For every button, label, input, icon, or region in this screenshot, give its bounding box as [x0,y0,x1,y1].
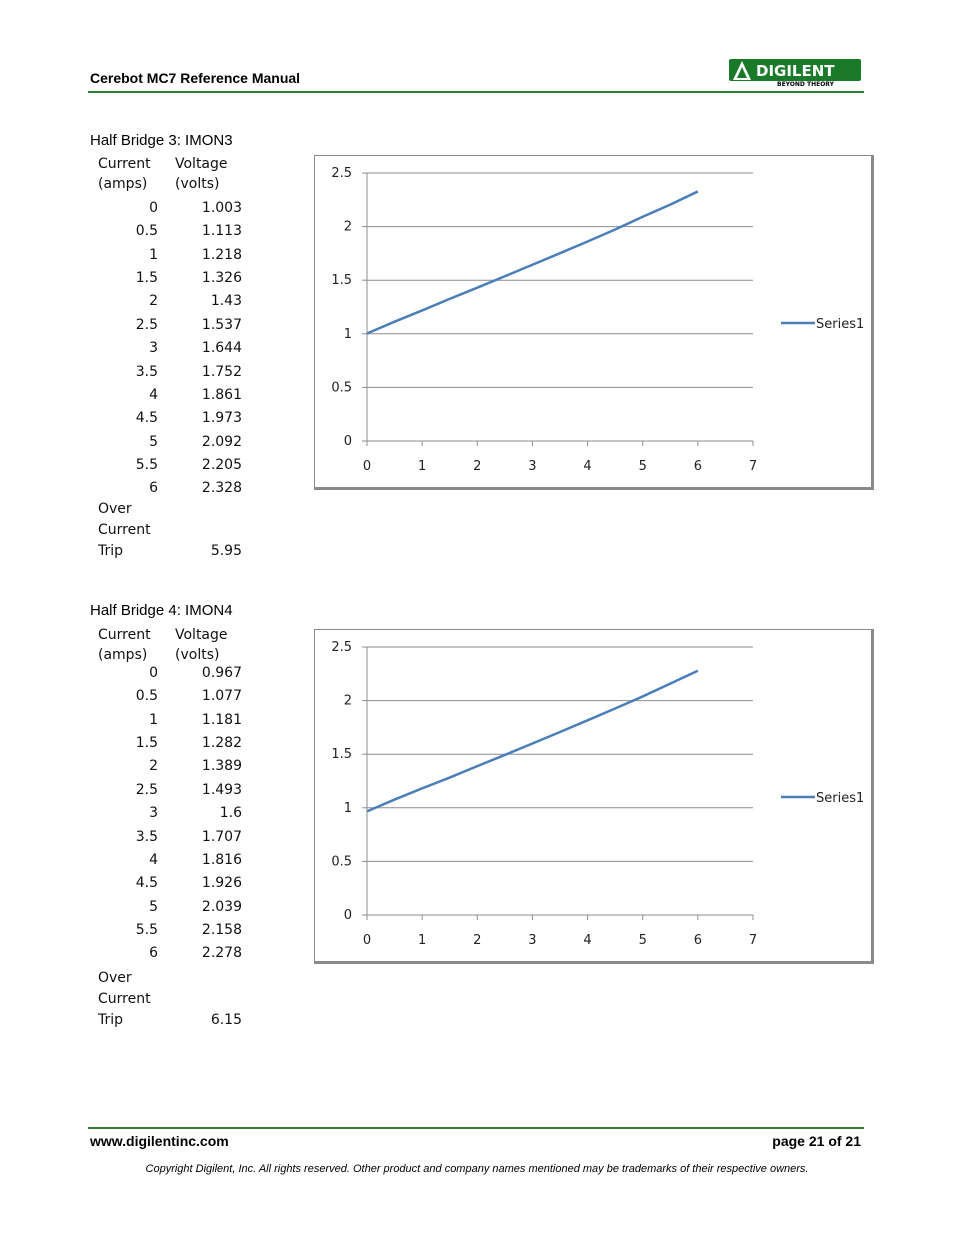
trip-label: Trip [98,1012,124,1028]
y-tick-label: 2 [343,693,352,709]
current-cell: 0.5 [135,223,158,239]
current-cell: 5 [149,899,158,915]
current-cell: 4.5 [135,410,158,426]
column-header-voltage: Voltage [175,627,228,643]
current-cell: 6 [149,480,158,496]
y-tick-label: 0 [343,908,352,923]
x-tick-label: 4 [583,933,592,948]
column-header-current: (amps) [98,647,148,663]
series-line [367,671,698,812]
y-tick-label: 0.5 [331,380,352,396]
voltage-cell: 2.039 [201,899,242,915]
digilent-logo [729,59,861,87]
voltage-cell: 1.113 [201,223,242,239]
current-cell: 2.5 [135,317,158,333]
voltage-cell: 1.926 [201,875,242,891]
current-cell: 0 [149,665,158,681]
voltage-cell: 1.282 [201,735,242,751]
voltage-cell: 1.43 [210,293,242,309]
x-tick-label: 2 [473,459,482,474]
footer-url[interactable]: www.digilentinc.com [90,1133,229,1149]
voltage-cell: 2.328 [201,480,242,496]
column-header-voltage: Voltage [175,156,228,172]
x-tick-label: 4 [583,459,592,474]
current-cell: 4 [149,387,158,403]
x-tick-label: 1 [418,933,427,948]
chart-imon4 [314,629,874,964]
voltage-cell: 1.707 [201,829,242,845]
x-tick-label: 0 [362,459,372,474]
voltage-cell: 2.278 [201,945,242,961]
x-tick-label: 1 [418,459,427,474]
x-tick-label: 3 [528,933,537,948]
current-cell: 4.5 [135,875,158,891]
voltage-cell: 2.158 [201,922,242,938]
voltage-cell: 1.644 [201,340,242,356]
y-tick-label: 1.5 [331,273,352,289]
copyright-notice: Copyright Digilent, Inc. All rights reserved. Other product and company names mentioned may be trademarks of their respective owners. [145,1163,809,1175]
trip-label: Current [98,991,151,1007]
x-tick-label: 5 [638,459,647,474]
current-cell: 0.5 [135,688,158,704]
chart-imon3 [314,155,874,490]
x-tick-label: 6 [693,933,702,948]
current-cell: 3 [149,805,158,821]
trip-label: Current [98,522,151,538]
voltage-cell: 1.493 [201,782,242,798]
voltage-cell: 1.326 [201,270,242,286]
x-tick-label: 3 [528,459,537,474]
voltage-cell: 2.092 [201,434,242,450]
current-cell: 5 [149,434,158,450]
current-cell: 1 [149,247,158,263]
voltage-cell: 1.389 [201,758,242,774]
x-tick-label: 0 [362,933,372,948]
column-header-current: Current [98,627,151,643]
trip-label: Over [98,501,132,517]
y-tick-label: 2.5 [331,640,352,655]
legend-label: Series1 [816,317,865,332]
voltage-cell: 0.967 [201,665,242,681]
current-cell: 1 [149,712,158,728]
current-cell: 5.5 [135,922,158,938]
voltage-cell: 1.218 [201,247,242,263]
current-cell: 3.5 [135,829,158,845]
current-cell: 1.5 [135,270,158,286]
trip-value: 6.15 [210,1012,242,1028]
current-cell: 5.5 [135,457,158,473]
column-header-current: Current [98,156,151,172]
column-header-voltage: (volts) [175,176,220,192]
y-tick-label: 0 [343,434,352,449]
logo-text: DIGILENT [756,62,835,80]
current-cell: 2.5 [135,782,158,798]
x-tick-label: 6 [693,459,702,474]
current-cell: 4 [149,852,158,868]
y-tick-label: 2.5 [331,166,352,181]
column-header-current: (amps) [98,176,148,192]
x-tick-label: 2 [473,933,482,948]
voltage-cell: 1.973 [201,410,242,426]
section-title-imon3: Half Bridge 3: IMON3 [90,132,233,149]
y-tick-label: 0.5 [331,854,352,870]
document-title: Cerebot MC7 Reference Manual [90,70,301,86]
current-cell: 0 [149,200,158,216]
header-rule [88,91,864,93]
voltage-cell: 1.816 [201,852,242,868]
voltage-cell: 1.181 [201,712,242,728]
current-cell: 3 [149,340,158,356]
trip-label: Over [98,970,132,986]
voltage-cell: 1.6 [219,805,242,821]
line-chart-imon4 [315,630,875,965]
voltage-cell: 1.861 [201,387,242,403]
x-tick-label: 5 [638,933,647,948]
x-tick-label: 7 [748,933,758,948]
trip-value: 5.95 [210,543,242,559]
series-line [367,191,698,333]
current-cell: 2 [149,758,158,774]
trip-label: Trip [98,543,124,559]
footer-rule [88,1127,864,1129]
current-cell: 6 [149,945,158,961]
y-tick-label: 1 [343,326,352,342]
current-cell: 2 [149,293,158,309]
section-title-imon4: Half Bridge 4: IMON4 [90,602,233,619]
y-tick-label: 2 [343,219,352,235]
voltage-cell: 1.077 [201,688,242,704]
line-chart-imon3 [315,156,875,491]
voltage-cell: 1.003 [201,200,242,216]
current-cell: 3.5 [135,364,158,380]
legend-label: Series1 [816,791,865,806]
column-header-voltage: (volts) [175,647,220,663]
y-tick-label: 1.5 [331,747,352,763]
voltage-cell: 1.752 [201,364,242,380]
voltage-cell: 1.537 [201,317,242,333]
page-number: page 21 of 21 [772,1133,861,1149]
current-cell: 1.5 [135,735,158,751]
y-tick-label: 1 [343,800,352,816]
x-tick-label: 7 [748,459,758,474]
voltage-cell: 2.205 [201,457,242,473]
logo-tagline: BEYOND THEORY [777,81,834,87]
